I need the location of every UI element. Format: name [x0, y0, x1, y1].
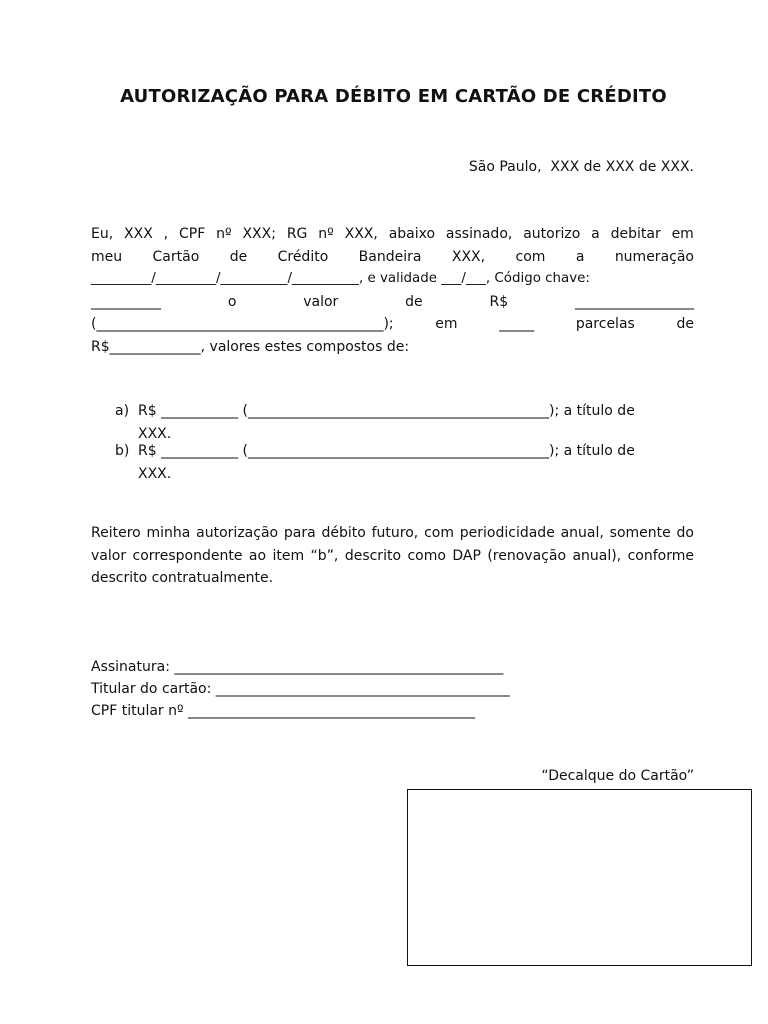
- word: nº: [318, 226, 334, 242]
- word: a: [575, 248, 585, 265]
- word: parcelas: [575, 316, 635, 332]
- word: XXX: [124, 226, 153, 242]
- card-imprint-box: [407, 789, 752, 966]
- item-text: XXX.: [138, 465, 172, 482]
- date-line: São Paulo, XXX de XXX de XXX.: [468, 159, 694, 175]
- paragraph-line-5: [91, 313, 694, 336]
- paragraph-line-2: [91, 246, 694, 269]
- item-text: XXX.: [138, 425, 172, 442]
- word: RG: [286, 226, 308, 242]
- card-imprint-label: “Decalque do Cartão”: [541, 768, 694, 784]
- word: Cartão: [152, 248, 200, 265]
- word: com: [515, 248, 546, 265]
- word: valor: [303, 293, 339, 310]
- document-title: AUTORIZAÇÃO PARA DÉBITO EM CARTÃO DE CRÉDITO: [120, 86, 667, 107]
- item-text: R$ ___________ (___________________________________________); a título de: [138, 403, 635, 419]
- word: o: [227, 293, 237, 310]
- word: numeração: [614, 248, 694, 265]
- word: XXX;: [242, 226, 276, 242]
- word: assinado,: [445, 226, 513, 242]
- word: Eu,: [91, 226, 114, 242]
- item-label: a): [115, 403, 130, 419]
- word: de: [229, 248, 248, 265]
- word: __________: [91, 293, 161, 310]
- reiteration-paragraph: Reitero minha autorização para débito futuro, com periodicidade anual, somente do valor correspondente ao item “b”, descrito como DAP (renovação anual), conforme descrito contratualmente.: [91, 525, 694, 586]
- word: abaixo: [388, 226, 436, 242]
- card-number-line: _________/_________/__________/__________, e validade ___/___, Código chave:: [91, 271, 590, 286]
- word: nº: [216, 226, 232, 242]
- item-line: [138, 440, 695, 463]
- word: _____: [499, 316, 535, 332]
- word: em: [671, 226, 694, 242]
- word: debitar: [610, 226, 661, 242]
- paragraph-line-6: R$_____________, valores estes compostos de:: [91, 338, 410, 355]
- paragraph-line-1: [91, 223, 694, 246]
- word: _________________: [574, 293, 694, 310]
- item-line: [138, 400, 695, 423]
- word: em: [435, 316, 458, 332]
- word: ,: [163, 226, 169, 242]
- word: Bandeira: [358, 248, 422, 265]
- cardholder-line: Titular do cartão: __________________________________________: [91, 681, 510, 697]
- word: meu: [91, 248, 123, 265]
- word: de: [676, 316, 694, 332]
- list-item: [115, 440, 695, 485]
- word: de: [405, 293, 423, 310]
- item-label: b): [115, 443, 130, 459]
- paragraph-line-4: [91, 291, 694, 314]
- word: autorizo: [523, 226, 581, 242]
- word: R$: [489, 293, 509, 310]
- word: (_________________________________________);: [91, 316, 394, 332]
- cpf-line: CPF titular nº _________________________________________: [91, 703, 476, 719]
- word: Crédito: [277, 248, 329, 265]
- word: XXX,: [344, 226, 378, 242]
- word: a: [591, 226, 600, 242]
- list-item: [115, 400, 695, 445]
- signature-line: Assinatura: _______________________________________________: [91, 659, 504, 675]
- item-text: R$ ___________ (___________________________________________); a título de: [138, 443, 635, 459]
- word: CPF: [178, 226, 206, 242]
- word: XXX,: [451, 248, 486, 265]
- authorization-paragraph: [91, 223, 694, 358]
